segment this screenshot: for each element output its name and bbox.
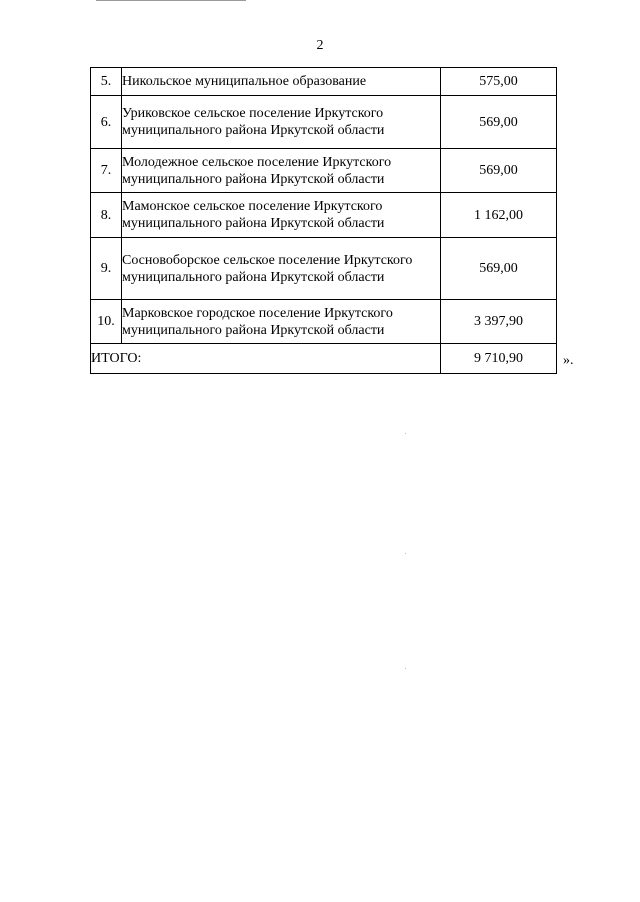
amount-cell: 1 162,00: [441, 193, 557, 238]
row-number: 9.: [91, 238, 122, 300]
total-amount: 9 710,90: [441, 344, 557, 374]
municipality-name: Уриковское сельское поселение Иркутского муниципального района Иркутской области: [122, 96, 441, 149]
municipality-name: Мамонское сельское поселение Иркутского муниципального района Иркутской области: [122, 193, 441, 238]
allocation-table: [90, 67, 557, 374]
total-label: ИТОГО:: [91, 344, 441, 374]
amount-cell: 569,00: [441, 149, 557, 193]
scan-speck: [405, 668, 406, 669]
page-number: 2: [316, 38, 324, 53]
row-number: 5.: [91, 68, 122, 96]
amount-cell: 569,00: [441, 238, 557, 300]
row-number: 10.: [91, 300, 122, 344]
municipality-name: Молодежное сельское поселение Иркутского муниципального района Иркутской области: [122, 149, 441, 193]
total-row: [91, 344, 557, 374]
amount-cell: 575,00: [441, 68, 557, 96]
scan-speck: [405, 433, 406, 434]
closing-quote-mark: ».: [563, 353, 574, 368]
table-row: [91, 238, 557, 300]
row-number: 8.: [91, 193, 122, 238]
amount-cell: 3 397,90: [441, 300, 557, 344]
table-row: [91, 300, 557, 344]
top-rule: [96, 0, 246, 1]
municipality-name: Марковское городское поселение Иркутского муниципального района Иркутской области: [122, 300, 441, 344]
row-number: 7.: [91, 149, 122, 193]
scan-speck: [405, 553, 406, 554]
table-row: [91, 68, 557, 96]
municipality-name: Сосновоборское сельское поселение Иркутского муниципального района Иркутской области: [122, 238, 441, 300]
amount-cell: 569,00: [441, 96, 557, 149]
table-row: [91, 96, 557, 149]
row-number: 6.: [91, 96, 122, 149]
table-row: [91, 149, 557, 193]
table-row: [91, 193, 557, 238]
municipality-name: Никольское муниципальное образование: [122, 68, 441, 96]
